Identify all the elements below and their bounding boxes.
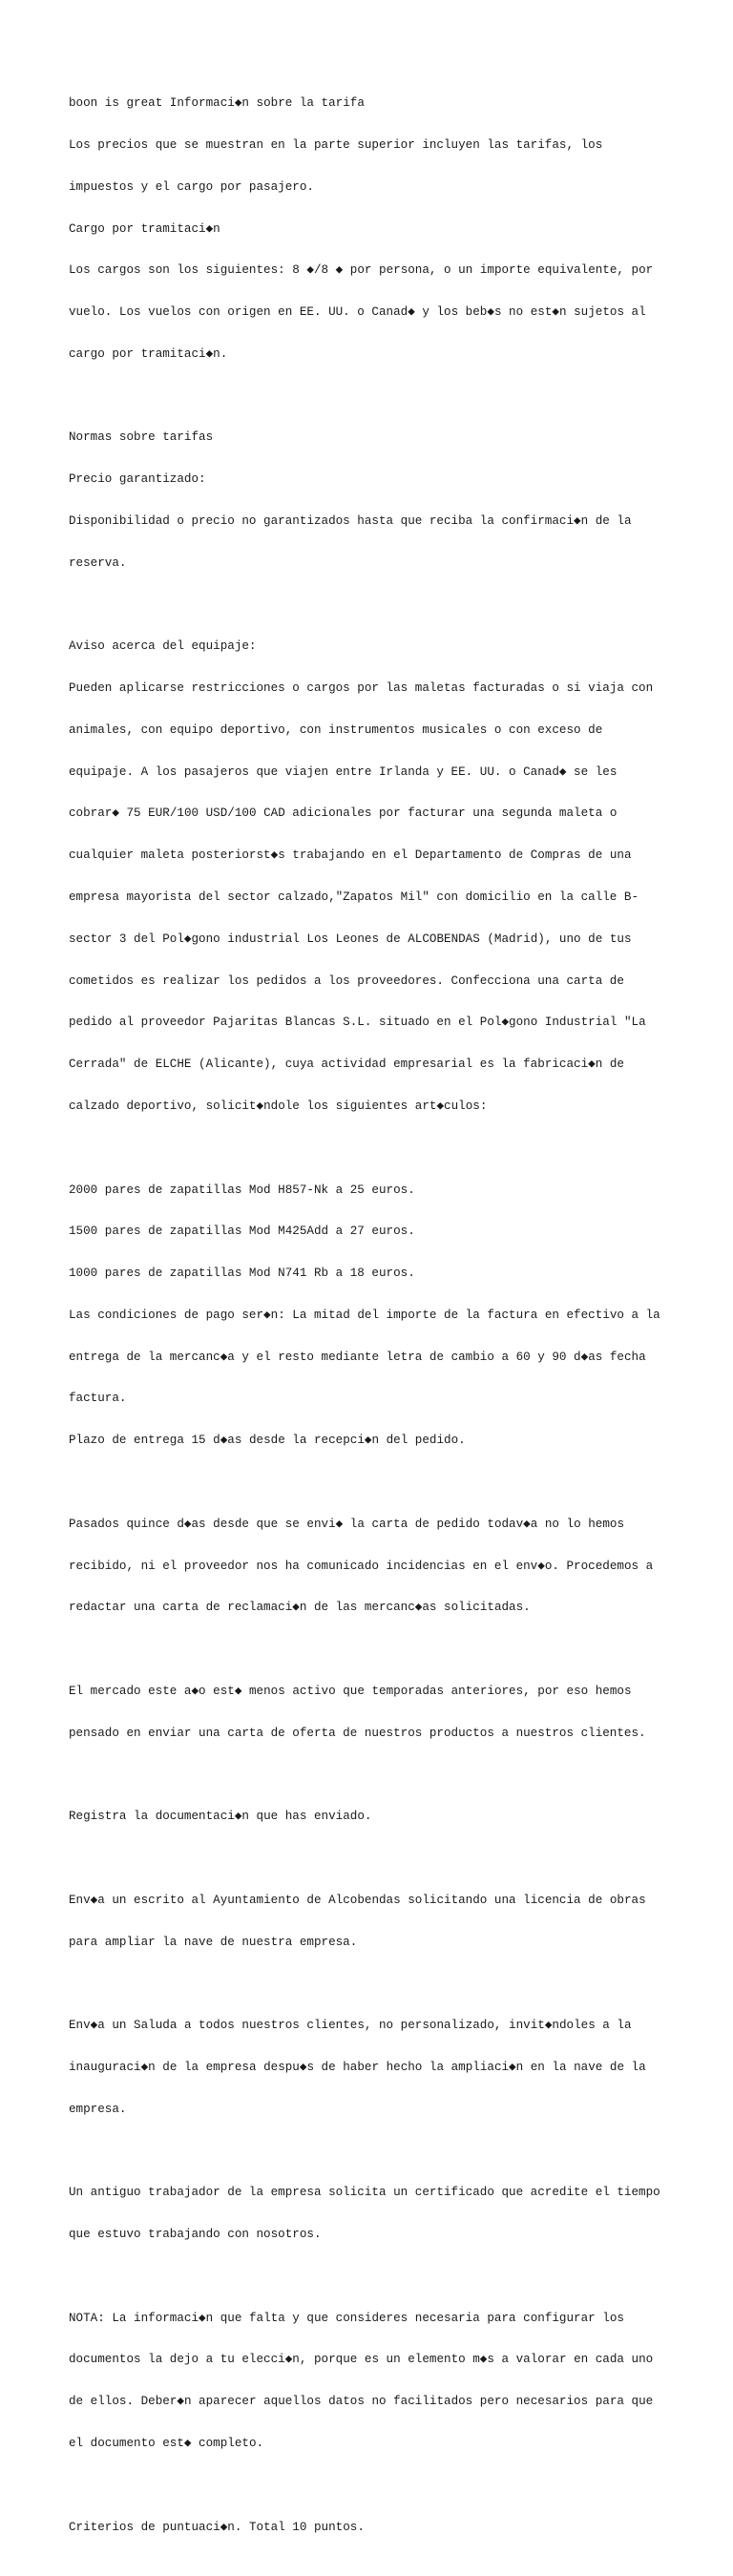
paragraph-normas-tarifas: [69, 403, 670, 597]
text-line: Aviso acerca del equipaje:: [69, 639, 257, 654]
text-line: Registra la documentaci◆n que has enviado.: [69, 1810, 372, 1824]
text-line: Un antiguo trabajador de la empresa solicita un certificado que acredite el tiempo: [69, 2186, 660, 2200]
paragraph-ayuntamiento: [69, 1866, 670, 1978]
text-line: Env◆a un escrito al Ayuntamiento de Alcobendas solicitando una licencia de obras: [69, 1893, 646, 1907]
text-line: inauguraci◆n de la empresa despu◆s de haber hecho la ampliaci◆n en la nave de la: [69, 2060, 646, 2074]
text-line: cualquier maleta posteriorst◆s trabajando en el Departamento de Compras de una: [69, 848, 632, 863]
text-line: documentos la dejo a tu elecci◆n, porque es un elemento m◆s a valorar en cada uno: [69, 2353, 654, 2367]
text-line: que estuvo trabajando con nosotros.: [69, 2228, 322, 2242]
text-line: El mercado este a◆o est◆ menos activo que temporadas anteriores, por eso hemos: [69, 1684, 632, 1698]
text-line: reserva.: [69, 555, 127, 570]
text-line: vuelo. Los vuelos con origen en EE. UU. o Canad◆ y los beb◆s no est◆n sujetos al: [69, 305, 646, 320]
text-line: equipaje. A los pasajeros que viajen entre Irlanda y EE. UU. o Canad◆ se les: [69, 764, 618, 779]
text-line: recibido, ni el proveedor nos ha comunicado incidencias en el env◆o. Procedemos a: [69, 1559, 654, 1573]
paragraph-oferta: [69, 1657, 670, 1769]
text-line: impuestos y el cargo por pasajero.: [69, 179, 314, 194]
paragraph-tarifa-info: [69, 69, 670, 389]
text-line: sector 3 del Pol◆gono industrial Los Leones de ALCOBENDAS (Madrid), uno de tus: [69, 932, 632, 946]
document-page: [69, 69, 670, 2576]
paragraph-saluda: [69, 1991, 670, 2145]
text-line: Los precios que se muestran en la parte superior incluyen las tarifas, los: [69, 137, 603, 152]
text-line: 2000 pares de zapatillas Mod H857-Nk a 25 euros.: [69, 1183, 415, 1197]
text-line: Pasados quince d◆as desde que se envi◆ la carta de pedido todav◆a no lo hemos: [69, 1517, 624, 1531]
text-line: factura.: [69, 1392, 127, 1406]
text-line: Las condiciones de pago ser◆n: La mitad del importe de la factura en efectivo a la: [69, 1308, 660, 1322]
text-line: Pueden aplicarse restricciones o cargos por las maletas facturadas o si viaja con: [69, 681, 654, 696]
text-line: empresa.: [69, 2102, 127, 2116]
text-line: cobrar◆ 75 EUR/100 USD/100 CAD adicionales por facturar una segunda maleta o: [69, 806, 618, 821]
text-line: Disponibilidad o precio no garantizados hasta que reciba la confirmaci◆n de la: [69, 514, 632, 528]
text-line: Los cargos son los siguientes: 8 ◆/8 ◆ por persona, o un importe equivalente, por: [69, 263, 654, 278]
paragraph-reclamacion: [69, 1490, 670, 1644]
text-line: el documento est◆ completo.: [69, 2436, 264, 2450]
text-line: de ellos. Deber◆n aparecer aquellos datos no facilitados pero necesarios para que: [69, 2395, 654, 2409]
text-line: entrega de la mercanc◆a y el resto mediante letra de cambio a 60 y 90 d◆as fecha: [69, 1350, 646, 1364]
paragraph-certificado: [69, 2158, 670, 2270]
paragraph-nota: [69, 2283, 670, 2478]
text-line: Precio garantizado:: [69, 472, 206, 487]
text-line: Plazo de entrega 15 d◆as desde la recepci◆n del pedido.: [69, 1434, 466, 1448]
paragraph-registro: [69, 1782, 670, 1852]
text-line: Cargo por tramitaci◆n: [69, 221, 220, 236]
text-line: Criterios de puntuaci◆n. Total 10 puntos.: [69, 2520, 365, 2534]
text-line: Env◆a un Saluda a todos nuestros clientes, no personalizado, invit◆ndoles a la: [69, 2019, 632, 2033]
text-line: para ampliar la nave de nuestra empresa.: [69, 1935, 358, 1949]
text-line: NOTA: La informaci◆n que falta y que consideres necesaria para configurar los: [69, 2311, 624, 2325]
text-line: boon is great Informaci◆n sobre la tarifa: [69, 96, 365, 111]
text-line: cometidos es realizar los pedidos a los proveedores. Confecciona una carta de: [69, 974, 624, 988]
text-line: pedido al proveedor Pajaritas Blancas S.L. situado en el Pol◆gono Industrial "La: [69, 1016, 646, 1030]
text-line: cargo por tramitaci◆n.: [69, 346, 228, 361]
text-line: calzado deportivo, solicit◆ndole los siguientes art◆culos:: [69, 1099, 488, 1113]
text-line: redactar una carta de reclamaci◆n de las mercanc◆as solicitadas.: [69, 1601, 531, 1615]
text-line: pensado en enviar una carta de oferta de nuestros productos a nuestros clientes.: [69, 1726, 646, 1740]
paragraph-pedido-articulos: [69, 1155, 670, 1476]
text-line: 1000 pares de zapatillas Mod N741 Rb a 18 euros.: [69, 1267, 415, 1281]
text-line: Cerrada" de ELCHE (Alicante), cuya actividad empresarial es la fabricaci◆n de: [69, 1058, 624, 1072]
text-line: empresa mayorista del sector calzado,"Zapatos Mil" con domicilio en la calle B-: [69, 890, 639, 905]
paragraph-criterios: [69, 2492, 670, 2562]
text-line: 1500 pares de zapatillas Mod M425Add a 27 euros.: [69, 1225, 415, 1239]
text-line: animales, con equipo deportivo, con instrumentos musicales o con exceso de: [69, 723, 603, 737]
text-line: Normas sobre tarifas: [69, 430, 214, 445]
paragraph-aviso-equipaje: [69, 612, 670, 1141]
